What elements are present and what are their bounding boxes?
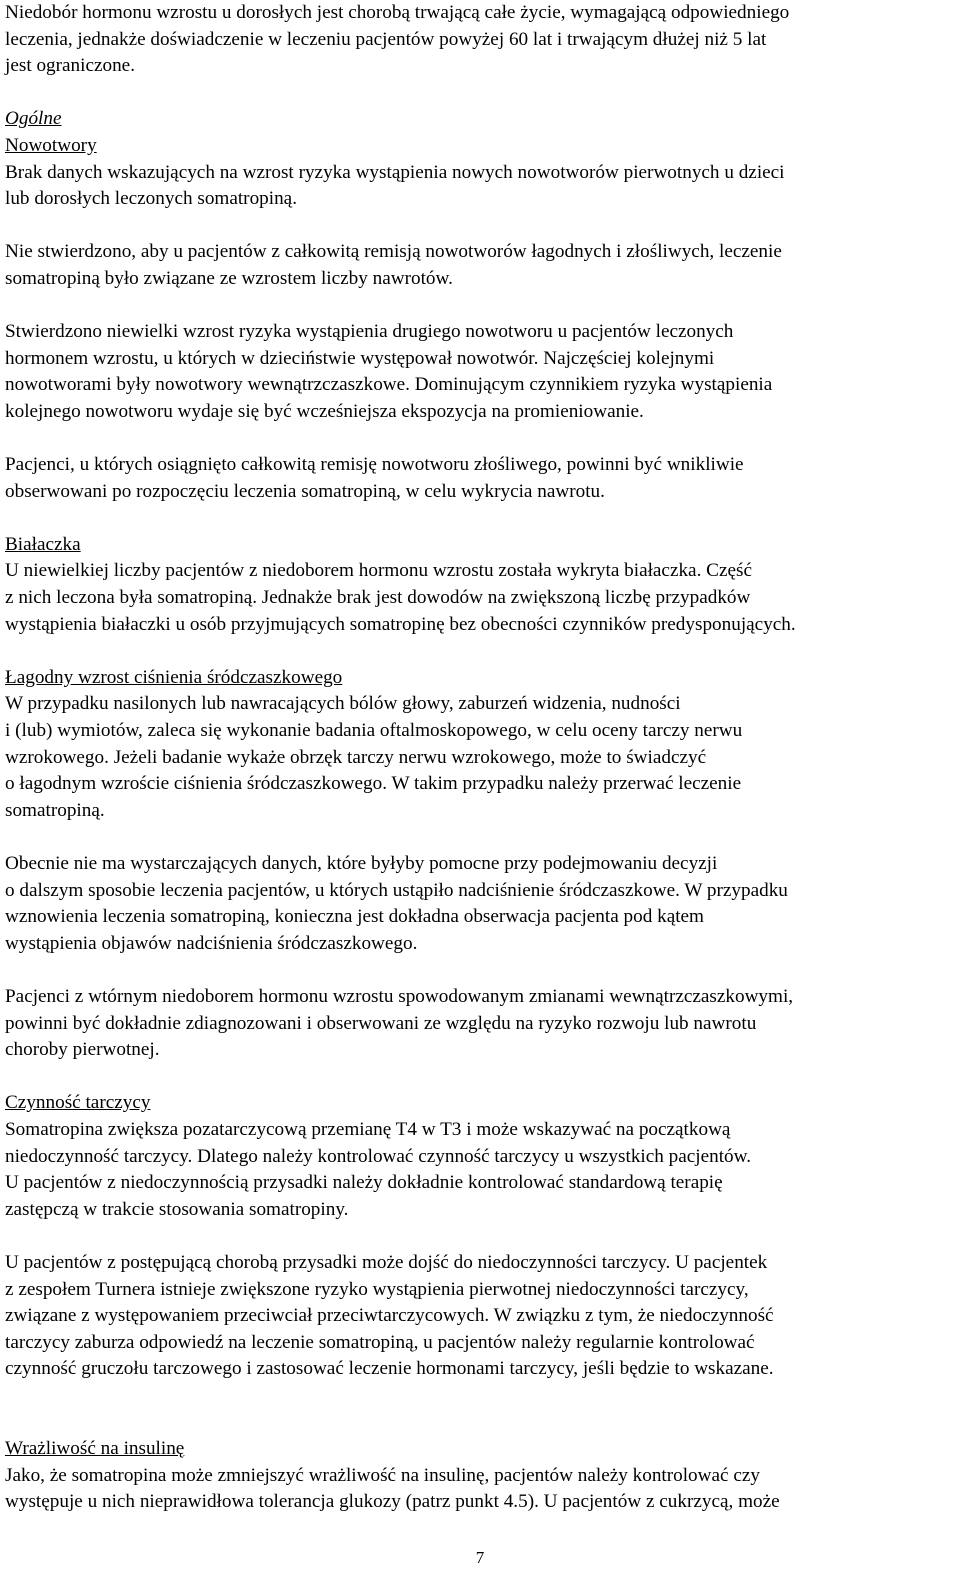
paragraph: Stwierdzono niewielki wzrost ryzyka wystąpienia drugiego nowotworu u pacjentów leczonych hormonem wzrostu, u których w dzieciństwie występował nowotwór. Najczęściej kolejnymi nowotworami były nowotwory wewnątrzczaszkowe. Dominującym czynnikiem ryzyka wystąpienia kolejnego nowotworu wydaje się być wcześniejsza ekspozycja na promieniowanie. [5,321,773,422]
paragraph: Pacjenci, u których osiągnięto całkowitą remisję nowotworu złośliwego, powinni być wnikliwie obserwowani po rozpoczęciu leczenia somatropiną, w celu wykrycia nawrotu. [5,454,744,502]
section-heading-insulin-sensitivity: Wrażliwość na insulinę [5,1438,185,1460]
paragraph: W przypadku nasilonych lub nawracających bólów głowy, zaburzeń widzenia, nudności i (lub) wymiotów, zaleca się wykonanie badania oftalmoskopowego, w celu oceny tarczy nerwu wzrokowego. Jeżeli badanie wykaże obrzęk tarczy nerwu wzrokowego, może to świadczyć o łagodnym wzroście ciśnienia śródczaszkowego. W takim przypadku należy przerwać leczenie somatropiną. [5,693,743,821]
paragraph: Brak danych wskazujących na wzrost ryzyka wystąpienia nowych nowotworów pierwotnych u dzieci lub dorosłych leczonych somatropiną. [5,161,785,210]
paragraph: Nie stwierdzono, aby u pacjentów z całkowitą remisją nowotworów łagodnych i złośliwych, leczenie somatropiną było związane ze wzrostem liczby nawrotów. [5,241,782,289]
intro-paragraph: Niedobór hormonu wzrostu u dorosłych jest chorobą trwającą całe życie, wymagającą odpowiedniego leczenia, jednakże doświadczenie w leczeniu pacjentów powyżej 60 lat i trwającym dłużej niż 5 lat jest ograniczone. [5,2,790,77]
paragraph: U niewielkiej liczby pacjentów z niedoborem hormonu wzrostu została wykryta białaczka. Część z nich leczona była somatropiną. Jednakże brak jest dowodów na zwiększoną liczbę przypadków wystąpienia białaczki u osób przyjmujących somatropinę bez obecności czynników predysponujących. [5,560,796,635]
subsection-heading-tumors: Nowotwory [5,134,97,156]
paragraph: Obecnie nie ma wystarczających danych, które byłyby pomocne przy podejmowaniu decyzji o dalszym sposobie leczenia pacjentów, u których ustąpiło nadciśnienie śródczaszkowe. W przypadku wznowienia leczenia somatropiną, konieczna jest dokładna obserwacja pacjenta pod kątem wystąpienia objawów nadciśnienia śródczaszkowego. [5,853,788,954]
section-heading-intracranial-hypertension: Łagodny wzrost ciśnienia śródczaszkowego [5,666,343,688]
section-heading-general: Ogólne [5,108,62,130]
section-heading-leukemia: Białaczka [5,533,81,555]
paragraph: U pacjentów z postępującą chorobą przysadki może dojść do niedoczynności tarczycy. U pacjentek z zespołem Turnera istnieje zwiększone ryzyko wystąpienia pierwotnej niedoczynności tarczycy, związane z występowaniem przeciwciał przeciwtarczycowych. W związku z tym, że niedoczynność tarczycy zaburza odpowiedź na leczenie somatropiną, u pacjentów należy regularnie kontrolować czynność gruczołu tarczowego i zastosować leczenie hormonami tarczycy, jeśli będzie to wskazane. [5,1251,774,1380]
document-page [5,0,955,1516]
paragraph: Somatropina zwiększa pozatarczycową przemianę T4 w T3 i może wskazywać na początkową niedoczynność tarczycy. Dlatego należy kontrolować czynność tarczycy u wszystkich pacjentów. U pacjentów z niedoczynnością przysadki należy dokładnie kontrolować standardową terapię zastępczą w trakcie stosowania somatropiny. [5,1118,752,1220]
page-number: 7 [475,1548,485,1567]
paragraph: Pacjenci z wtórnym niedoborem hormonu wzrostu spowodowanym zmianami wewnątrzczaszkowymi, powinni być dokładnie zdiagnozowani i obserwowani ze względu na ryzyko rozwoju lub nawrotu choroby pierwotnej. [5,985,794,1061]
paragraph: Jako, że somatropina może zmniejszyć wrażliwość na insulinę, pacjentów należy kontrolować czy występuje u nich nieprawidłowa tolerancja glukozy (patrz punkt 4.5). U pacjentów z cukrzycą, może [5,1464,780,1513]
section-heading-thyroid: Czynność tarczycy [5,1092,151,1114]
